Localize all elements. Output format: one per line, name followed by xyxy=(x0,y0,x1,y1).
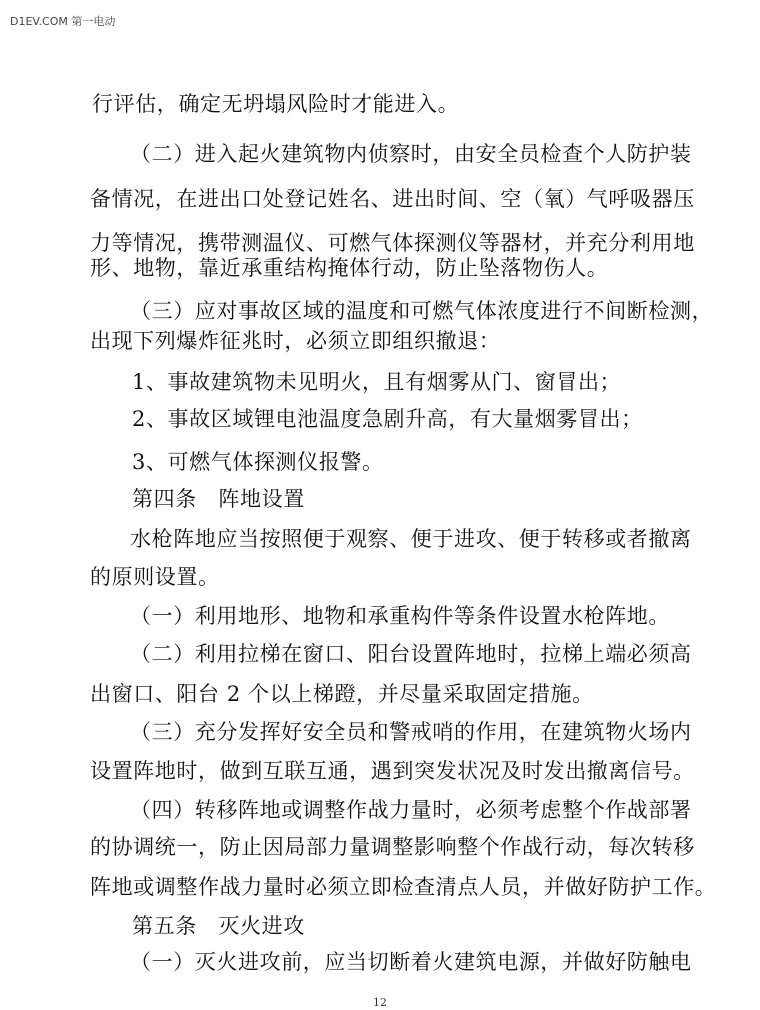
paragraph-line: 出窗口、阳台 2 个以上梯蹬，并尽量采取固定措施。 xyxy=(90,682,594,706)
paragraph-line: 出现下列爆炸征兆时，必须立即组织撤退： xyxy=(90,329,501,353)
watermark-text: D1EV.COM 第一电动 xyxy=(10,15,116,28)
text-line: 行评估，确定无坍塌风险时才能进入。 xyxy=(92,92,460,116)
list-item: 2、事故区域锂电池温度急剧升高，有大量烟雾冒出； xyxy=(132,407,643,431)
paragraph-line: （二）进入起火建筑物内侦察时，由安全员检查个人防护装 xyxy=(130,142,692,166)
section-heading: 第五条 灭火进攻 xyxy=(132,914,305,938)
paragraph-line: （四）转移阵地或调整作战力量时，必须考虑整个作战部署 xyxy=(130,798,692,822)
section-heading: 第四条 阵地设置 xyxy=(132,487,305,511)
page-number: 12 xyxy=(373,996,387,1009)
paragraph-line: （三）应对事故区域的温度和可燃气体浓度进行不间断检测， xyxy=(130,299,714,323)
paragraph-line: 的原则设置。 xyxy=(90,565,220,589)
paragraph-line: 设置阵地时，做到互联互通，遇到突发状况及时发出撤离信号。 xyxy=(90,759,695,783)
paragraph-line: 阵地或调整作战力量时必须立即检查清点人员，并做好防护工作。 xyxy=(90,875,717,899)
paragraph-line: 力等情况，携带测温仪、可燃气体探测仪等器材，并充分利用地 xyxy=(90,231,695,255)
paragraph-line: （三）充分发挥好安全员和警戒哨的作用，在建筑物火场内 xyxy=(130,720,692,744)
paragraph-line: 水枪阵地应当按照便于观察、便于进攻、便于转移或者撤离 xyxy=(130,527,692,551)
paragraph-line: 形、地物，靠近承重结构掩体行动，防止坠落物伤人。 xyxy=(90,256,609,280)
paragraph-line: （一）利用地形、地物和承重构件等条件设置水枪阵地。 xyxy=(130,604,670,628)
paragraph-line: （一）灭火进攻前，应当切断着火建筑电源，并做好防触电 xyxy=(130,950,692,974)
paragraph-line: 备情况，在进出口处登记姓名、进出时间、空（氧）气呼吸器压 xyxy=(90,187,695,211)
list-item: 1、事故建筑物未见明火，且有烟雾从门、窗冒出； xyxy=(132,370,622,394)
paragraph-line: 的协调统一，防止因局部力量调整影响整个作战行动，每次转移 xyxy=(90,835,695,859)
paragraph-line: （二）利用拉梯在窗口、阳台设置阵地时，拉梯上端必须高 xyxy=(130,642,692,666)
list-item: 3、可燃气体探测仪报警。 xyxy=(132,450,384,474)
